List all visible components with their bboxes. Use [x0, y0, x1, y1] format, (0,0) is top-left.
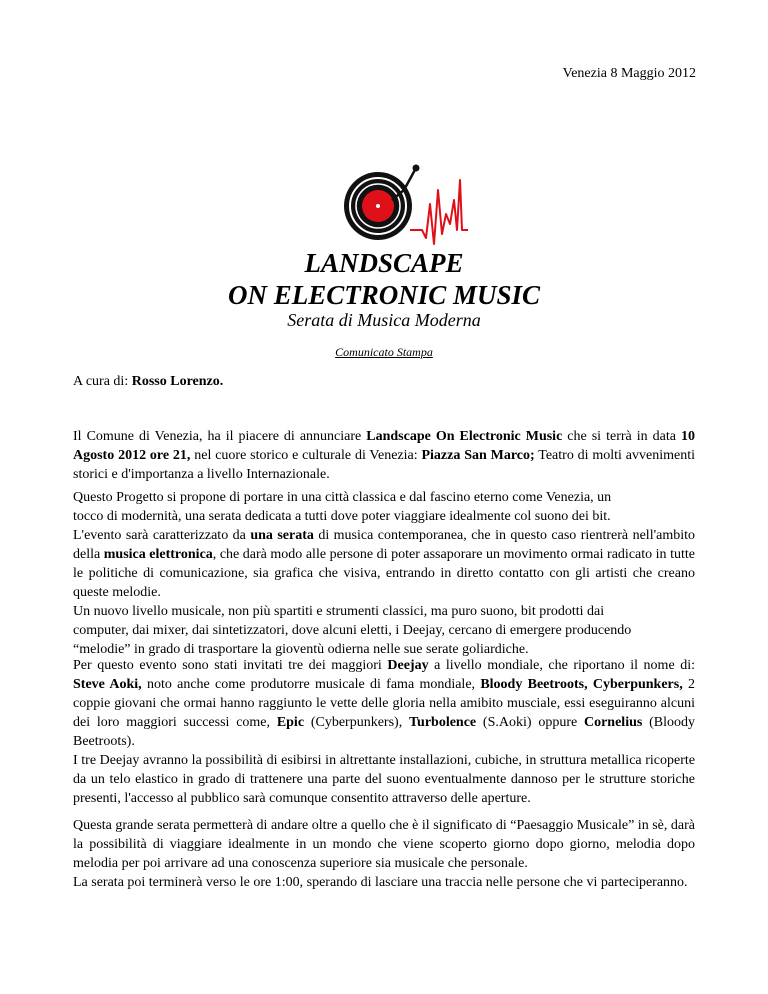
text: Questa grande serata permetterà di andare oltre a quello che è il significato di “Paesaggio Musicale” in sè, darà la possibilità di viaggiare idealmente in un mondo che viene scoperto giorno dopo giorno, melodia dopo melodia per poi arrivare ad una conoscenza superiore sia musicale che personale.: [73, 818, 695, 871]
text: tocco di modernità, una serata dedicata a tutti dove poter viaggiare idealmente col suono dei bit.: [73, 509, 611, 524]
text: Questo Progetto si propone di portare in una città classica e dal fascino eterno come Venezia, un: [73, 490, 612, 505]
curator-line: [73, 374, 223, 390]
text: che si terrà in data: [562, 429, 681, 444]
vinyl-record-heartbeat-logo: [340, 160, 470, 250]
track-name: Cornelius: [583, 715, 643, 730]
text: Teatro di molti avvenimenti storici e d'importanza a livello Internazionale.: [73, 448, 695, 482]
highlight: una serata: [250, 528, 314, 543]
track-name: Turbolence: [408, 715, 477, 730]
event-name: Landscape On Electronic Music: [366, 429, 563, 444]
text: Il Comune di Venezia, ha il piacere di annunciare: [73, 429, 367, 444]
subtitle: Serata di Musica Moderna: [287, 310, 481, 330]
text: (Bloody Beetroots).: [73, 715, 695, 749]
curator-name: Rosso Lorenzo.: [131, 374, 224, 389]
curator-label: A cura di:: [73, 374, 132, 389]
tonearm-pivot-icon: [413, 165, 420, 172]
highlight: Deejay: [387, 658, 429, 673]
text: “melodie” in grado di trasportare la gioventù odierna nelle sue serate goliardiche.: [73, 642, 529, 657]
text: computer, dai mixer, dai sintetizzatori, dove alcuni eletti, i Deejay, cercano di emergere producendo: [73, 623, 632, 638]
artist-name: Steve Aoki,: [73, 677, 142, 692]
text: I tre Deejay avranno la possibilità di esibirsi in altrettante installazioni, cubiche, in struttura metallica ricoperte da un telo elastico in grado di trattenere una parte del suono eventualmente dannoso per le strutture storiche presenti, l'accesso al pubblico sarà comunque consentito attraverso delle aperture.: [73, 753, 695, 806]
text: a livello mondiale, che riportano il nome di:: [428, 658, 695, 673]
text: (Cyberpunkers),: [304, 715, 409, 730]
paragraph-deejays: [73, 656, 695, 808]
track-name: Epic: [276, 715, 305, 730]
title-line-2: ON ELECTRONIC MUSIC: [227, 280, 541, 310]
text: 2 coppie giovani che ormai hanno raggiunto le vette delle gloria nella amibito musciale, essi eseguiranno alcuni dei loro maggiori successi come,: [73, 677, 696, 730]
press-release-label: Comunicato Stampa: [335, 345, 433, 359]
text: Per questo evento sono stati invitati tre dei maggiori: [73, 658, 388, 673]
highlight: musica elettronica: [103, 547, 213, 562]
text: nel cuore storico e culturale di Venezia:: [190, 448, 422, 463]
vinyl-hole-icon: [376, 204, 380, 208]
event-datetime: 10 Agosto 2012 ore 21,: [73, 429, 695, 463]
text: noto anche come produtorre musicale di fama mondiale,: [141, 677, 481, 692]
paragraph-announcement: [73, 427, 695, 484]
artist-name: Bloody Beetroots, Cyberpunkers,: [480, 677, 683, 692]
text: , che darà modo alle persone di poter assaporare un movimento ormai radicato in tutte le politiche di comunicazione, sia grafica che visiva, entrando in diretto contatto con gli artisti che creano queste melodie.: [73, 547, 695, 600]
paragraph-project: [73, 488, 695, 659]
text: Un nuovo livello musicale, non più spartiti e strumenti classici, ma puro suono, bit prodotti dai: [73, 604, 605, 619]
document-date: Venezia 8 Maggio 2012: [562, 66, 696, 81]
text: di musica contemporanea, che in questo caso rientrerà nell'ambito della: [73, 528, 695, 562]
title-line-1: LANDSCAPE: [304, 248, 464, 278]
heartbeat-line-icon: [410, 180, 468, 244]
event-location: Piazza San Marco;: [421, 448, 535, 463]
text: La serata poi terminerà verso le ore 1:00, sperando di lasciare una traccia nelle persone che vi parteciperanno.: [73, 875, 688, 890]
text: (S.Aoki) oppure: [476, 715, 584, 730]
paragraph-conclusion: [73, 816, 695, 892]
text: L'evento sarà caratterizzato da: [73, 528, 251, 543]
